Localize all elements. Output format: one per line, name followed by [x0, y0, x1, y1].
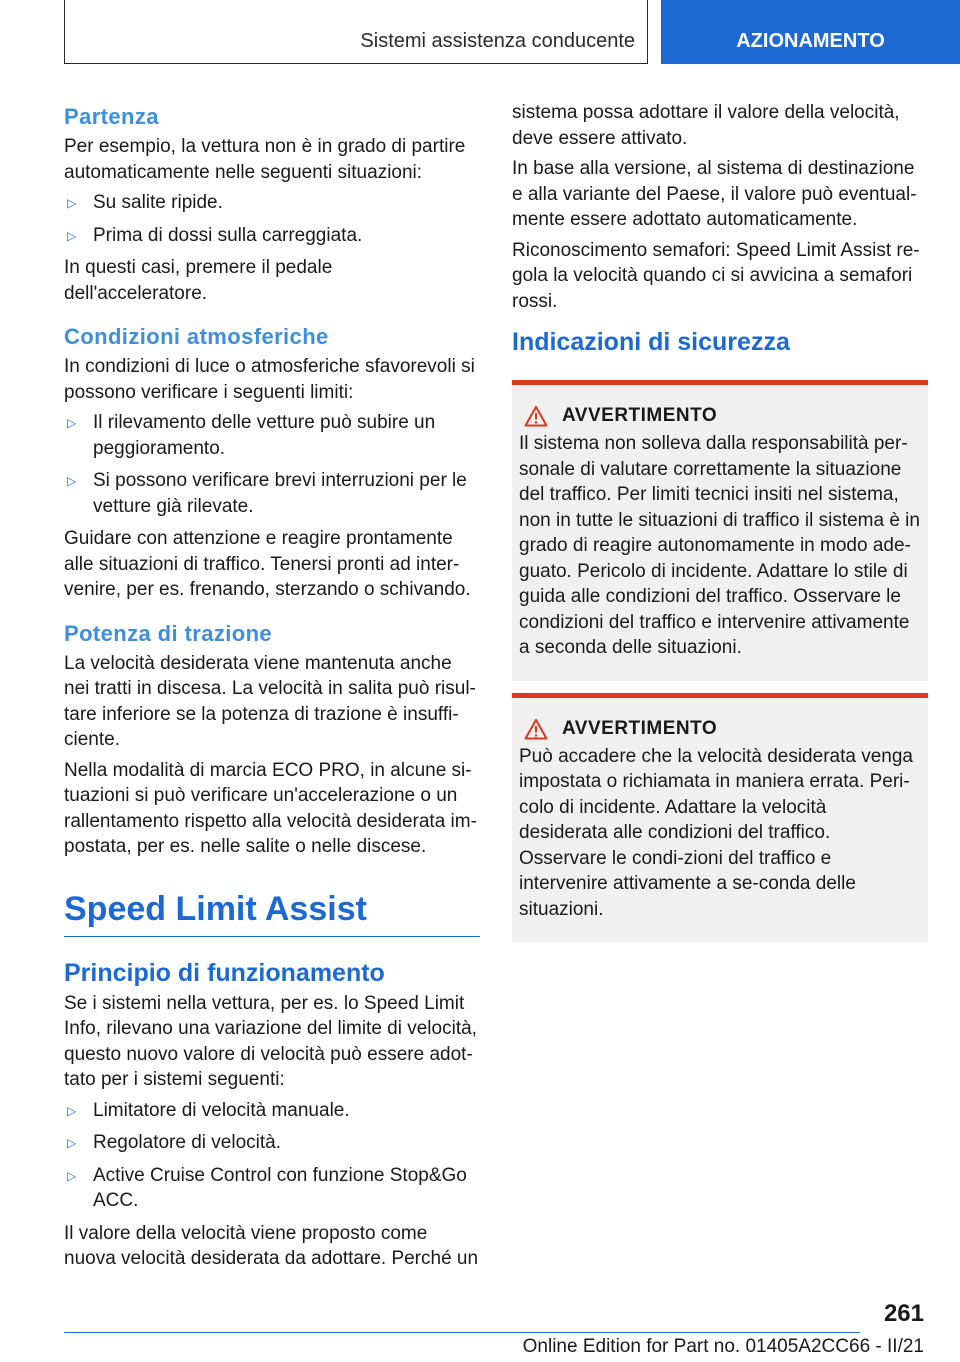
paragraph: Guidare con attenzione e reagire prontamente alle situazioni di traffico. Tenersi pronti ad inter-venire, per es. frenando, sterzando o schivando.: [64, 528, 471, 600]
triangle-bullet-icon: ▷: [67, 1103, 77, 1118]
triangle-bullet-icon: ▷: [67, 1136, 77, 1150]
warning-label: AVVERTIMENTO: [562, 717, 718, 739]
triangle-bullet-icon: ▷: [67, 416, 77, 430]
paragraph: La velocità desiderata viene mantenuta anche nei tratti in discesa. La velocità in salita può risul-tare inferiore se la potenza di trazione è insuffi-ciente.: [64, 652, 476, 750]
list-item: ▷ Si possono verificare brevi interruzioni per le vetture già rilevate.: [67, 470, 467, 517]
list-item: ▷ Limitatore di velocità manuale.: [64, 1098, 480, 1124]
heading-condizioni: Condizioni atmosferiche: [64, 324, 329, 349]
warning-label: AVVERTIMENTO: [562, 405, 718, 426]
header-section-box: [64, 0, 648, 64]
warning-text: Il sistema non solleva dalla responsabilità per-sonale di valutare correttamente la situazione del traffico. Per limiti tecnici insiti nel sistema, non in tutte le situazioni di traffico il sistema è in grado di reagire autonomamente in modo ade-guato. Pericolo di incidente. Adattare lo stile di guida alle condizioni del traffico. Osservare le condizioni del traffico e intervenire attivamente a seconda delle situazioni.: [519, 433, 920, 658]
warning-title: [519, 405, 920, 427]
triangle-bullet-icon: ▷: [67, 474, 77, 488]
list-item: ▷ Il rilevamento delle vetture può subire un peggioramento.: [67, 412, 436, 459]
warning-box: [512, 693, 928, 943]
warning-triangle-icon: [524, 718, 548, 740]
page-number: 261: [883, 1300, 924, 1327]
heading-principio: Principio di funzionamento: [64, 958, 385, 987]
paragraph: Riconoscimento semafori: Speed Limit Assist re-gola la velocità quando ci si avvicina a semafori rossi.: [512, 239, 920, 312]
header-chapter-tab: [661, 0, 960, 64]
list-item: ▷ Regolatore di velocità.: [64, 1130, 480, 1156]
warning-title: [519, 718, 920, 740]
paragraph: Il valore della velocità viene proposto come nuova velocità desiderata da adottare. Perché un: [64, 1222, 479, 1269]
list-item: ▷ Active Cruise Control con funzione Stop&Go ACC.: [67, 1164, 467, 1211]
bullet-list: [64, 410, 480, 519]
bullet-list: [64, 190, 480, 248]
footer-divider: [64, 1332, 860, 1333]
heading-potenza: Potenza di trazione: [64, 620, 273, 646]
triangle-bullet-icon: ▷: [67, 228, 77, 243]
list-item: ▷ Su salite ripide.: [64, 190, 480, 216]
paragraph: In condizioni di luce o atmosferiche sfavorevoli si possono verificare i seguenti limiti:: [64, 356, 475, 403]
warning-box: [512, 380, 928, 681]
left-column: [64, 100, 480, 1277]
header-section-title: Sistemi assistenza conducente: [360, 30, 635, 52]
paragraph: Nella modalità di marcia ECO PRO, in alcune si-tuazioni si può verificare un'accelerazione o un rallentamento rispetto alla velocità desiderata im-postata, per es. nelle salite o nelle discese.: [64, 759, 477, 857]
paragraph: In base alla versione, al sistema di destinazione e alla variante del Paese, il valore può eventual-mente essere adottato automaticamente.: [512, 158, 917, 230]
footer-edition: Online Edition for Part no. 01405A2CC66 - II/21: [522, 1336, 924, 1357]
heading-speed-limit-assist: Speed Limit Assist: [64, 886, 480, 937]
right-column: [512, 100, 928, 954]
paragraph: Per esempio, la vettura non è in grado di partire automaticamente nelle seguenti situazioni:: [64, 136, 466, 183]
list-item: ▷ Prima di dossi sulla carreggiata.: [64, 223, 480, 249]
triangle-bullet-icon: ▷: [67, 196, 77, 210]
warning-triangle-icon: [524, 405, 548, 427]
warning-text: Può accadere che la velocità desiderata venga impostata o richiamata in maniera errata. Peri-colo di incidente. Adattare la velocità desiderata alle condizioni del traffico. Osservare le condi-zioni del traffico e intervenire attivamente a se-conda delle situazioni.: [519, 745, 913, 920]
paragraph: Se i sistemi nella vettura, per es. lo Speed Limit Info, rilevano una variazione del limite di velocità, questo nuovo valore di velocità può essere adot-tato per i sistemi seguenti:: [64, 992, 477, 1090]
paragraph: sistema possa adottare il valore della velocità, deve essere attivato.: [512, 102, 900, 149]
heading-sicurezza: Indicazioni di sicurezza: [512, 328, 790, 356]
bullet-list: [64, 1098, 480, 1214]
header-chapter-label: AZIONAMENTO: [736, 30, 885, 52]
heading-partenza: Partenza: [64, 104, 159, 129]
paragraph: In questi casi, premere il pedale dell'acceleratore.: [64, 257, 333, 304]
triangle-bullet-icon: ▷: [67, 1168, 77, 1183]
